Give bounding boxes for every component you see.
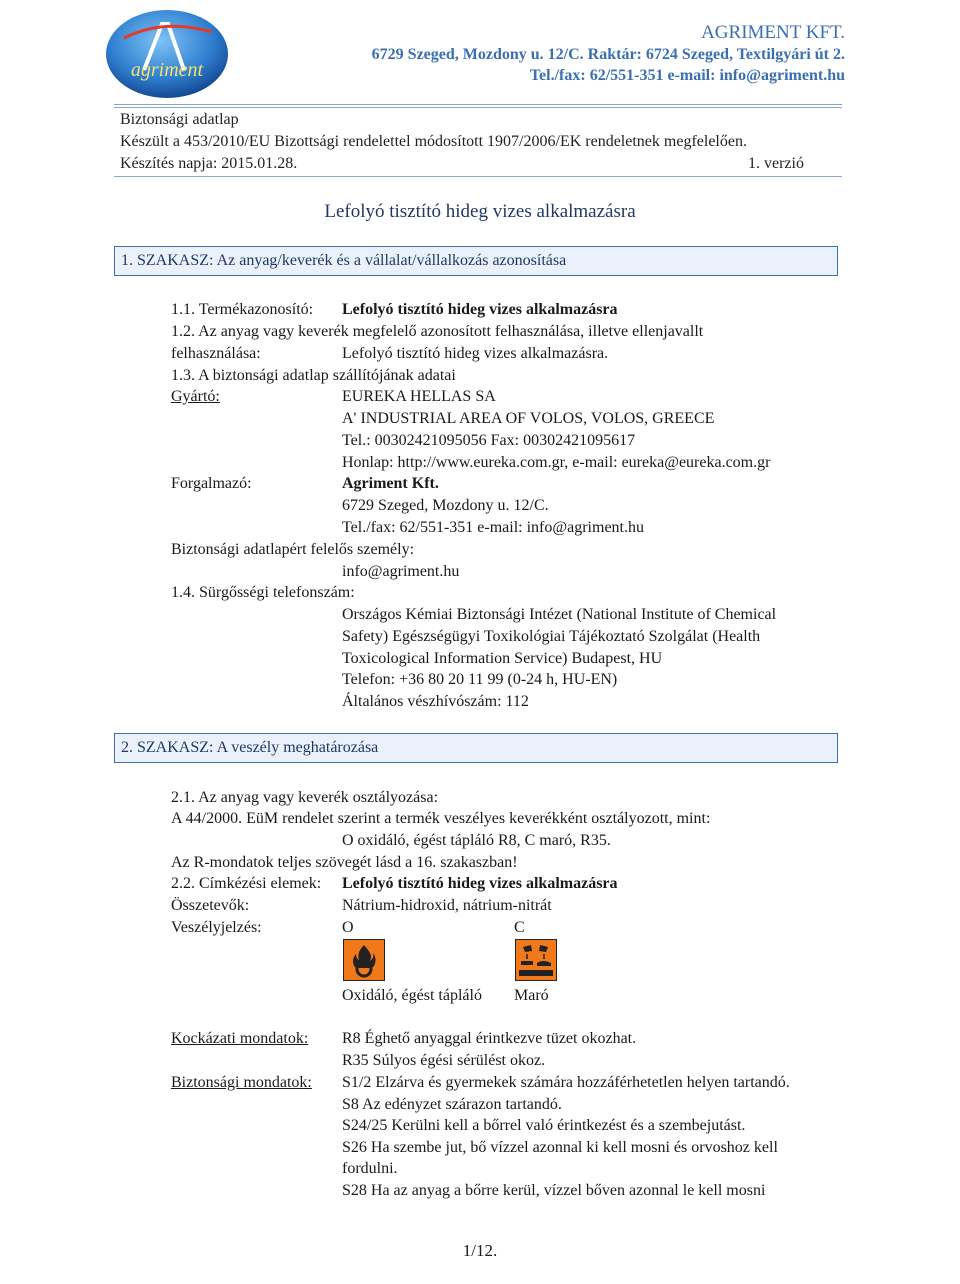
risk-phrase: R8 Éghető anyaggal érintkezve tüzet okozhat. <box>342 1030 637 1047</box>
manufacturer-label: Gyártó: <box>171 388 220 405</box>
risk-label: Kockázati mondatok: <box>171 1030 309 1047</box>
header-divider-2 <box>114 107 842 108</box>
distributor-line: 6729 Szeged, Mozdony u. 12/C. <box>342 497 549 514</box>
manufacturer-line: Tel.: 00302421095056 Fax: 00302421095617 <box>342 432 636 449</box>
emergency-line: Általános vészhívószám: 112 <box>342 693 529 710</box>
creation-date: Készítés napja: 2015.01.28. <box>120 155 298 172</box>
corrosive-icon <box>515 939 557 981</box>
manufacturer-line: Honlap: http://www.eureka.com.gr, e-mail: eureka@eureka.com.gr <box>342 454 771 471</box>
safety-phrase: S24/25 Kerülni kell a bőrrel való érintkezést és a szembejutást. <box>342 1117 746 1134</box>
company-header <box>372 22 845 86</box>
meta-divider <box>114 176 842 177</box>
hazard-name-c: Maró <box>514 987 549 1004</box>
s14-label: 1.4. Sürgősségi telefonszám: <box>171 584 355 601</box>
ingredients-label: Összetevők: <box>171 897 250 914</box>
responsible-value: info@agriment.hu <box>342 563 460 580</box>
s22-value: Lefolyó tisztító hideg vizes alkalmazásra <box>342 875 618 892</box>
s21-label: 2.1. Az anyag vagy keverék osztályozása: <box>171 789 439 806</box>
distributor-line: Tel./fax: 62/551-351 e-mail: info@agriment.hu <box>342 519 644 536</box>
page-number: 1/12. <box>462 1241 498 1260</box>
s21-line: A 44/2000. EüM rendelet szerint a termék veszélyes keverékként osztályozott, mint: <box>171 810 711 827</box>
responsible-label: Biztonsági adatlapért felelős személy: <box>171 541 415 558</box>
emergency-line: Toxicological Information Service) Budapest, HU <box>342 650 663 667</box>
safety-phrase: S1/2 Elzárva és gyermekek számára hozzáférhetetlen helyen tartandó. <box>342 1074 790 1091</box>
version: 1. verzió <box>748 155 804 172</box>
company-address: 6729 Szeged, Mozdony u. 12/C. Raktár: 6724 Szeged, Textilgyári út 2. <box>371 46 845 63</box>
hazard-symbol-c: C <box>514 919 525 936</box>
hazard-symbol-o: O <box>342 919 354 936</box>
s12-value: Lefolyó tisztító hideg vizes alkalmazásra. <box>342 345 609 362</box>
manufacturer-line: A' INDUSTRIAL AREA OF VOLOS, VOLOS, GREECE <box>342 410 715 427</box>
doc-type: Biztonsági adatlap <box>120 111 239 128</box>
document-title: Lefolyó tisztító hideg vizes alkalmazásra <box>324 201 636 222</box>
section-2-header <box>114 733 838 763</box>
safety-phrase: S8 Az edényzet szárazon tartandó. <box>342 1096 562 1113</box>
header-divider <box>114 104 842 105</box>
company-name: AGRIMENT KFT. <box>701 22 845 43</box>
oxidizing-icon <box>343 939 385 981</box>
distributor-name: Agriment Kft. <box>342 475 439 492</box>
emergency-line: Országos Kémiai Biztonsági Intézet (National Institute of Chemical <box>342 606 777 623</box>
s11-value: Lefolyó tisztító hideg vizes alkalmazásra <box>342 301 618 318</box>
hazard-label: Veszélyjelzés: <box>171 919 262 936</box>
emergency-line: Safety) Egészségügyi Toxikológiai Tájékoztató Szolgálat (Health <box>342 628 761 645</box>
ingredients-value: Nátrium-hidroxid, nátrium-nitrát <box>342 897 552 914</box>
svg-text:agriment: agriment <box>130 59 204 81</box>
section-1-heading: 1. SZAKASZ: Az anyag/keverék és a vállalat/vállalkozás azonosítása <box>121 252 567 269</box>
s21-line: Az R-mondatok teljes szövegét lásd a 16. szakaszban! <box>171 854 518 871</box>
risk-phrase: R35 Súlyos égési sérülést okoz. <box>342 1052 546 1069</box>
safety-phrase: fordulni. <box>342 1160 398 1177</box>
distributor-label: Forgalmazó: <box>171 475 252 492</box>
s12-label: 1.2. Az anyag vagy keverék megfelelő azonosított felhasználása, illetve ellenjavallt <box>171 323 704 340</box>
company-contact: Tel./fax: 62/551-351 e-mail: info@agriment.hu <box>529 67 845 84</box>
section-2-heading: 2. SZAKASZ: A veszély meghatározása <box>121 739 379 756</box>
safety-label: Biztonsági mondatok: <box>171 1074 312 1091</box>
s12-label-cont: felhasználása: <box>171 345 261 362</box>
s13-label: 1.3. A biztonsági adatlap szállítójának adatai <box>171 367 456 384</box>
emergency-line: Telefon: +36 80 20 11 99 (0-24 h, HU-EN) <box>342 671 618 688</box>
section-1-header <box>114 246 838 276</box>
agriment-logo <box>104 8 230 100</box>
s11-label: 1.1. Termékazonosító: <box>171 301 314 318</box>
s22-label: 2.2. Címkézési elemek: <box>171 875 322 892</box>
safety-phrase: S26 Ha szembe jut, bő vízzel azonnal ki kell mosni és orvoshoz kell <box>342 1139 778 1156</box>
s21-line: O oxidáló, égést tápláló R8, C maró, R35. <box>342 832 611 849</box>
safety-phrase: S28 Ha az anyag a bőrre kerül, vízzel bőven azonnal le kell mosni <box>342 1182 766 1199</box>
manufacturer-line: EUREKA HELLAS SA <box>342 388 496 405</box>
regulation-note: Készült a 453/2010/EU Bizottsági rendelettel módosított 1907/2006/EK rendeletnek megfelelően. <box>120 133 747 150</box>
hazard-name-o: Oxidáló, égést tápláló <box>342 987 482 1004</box>
